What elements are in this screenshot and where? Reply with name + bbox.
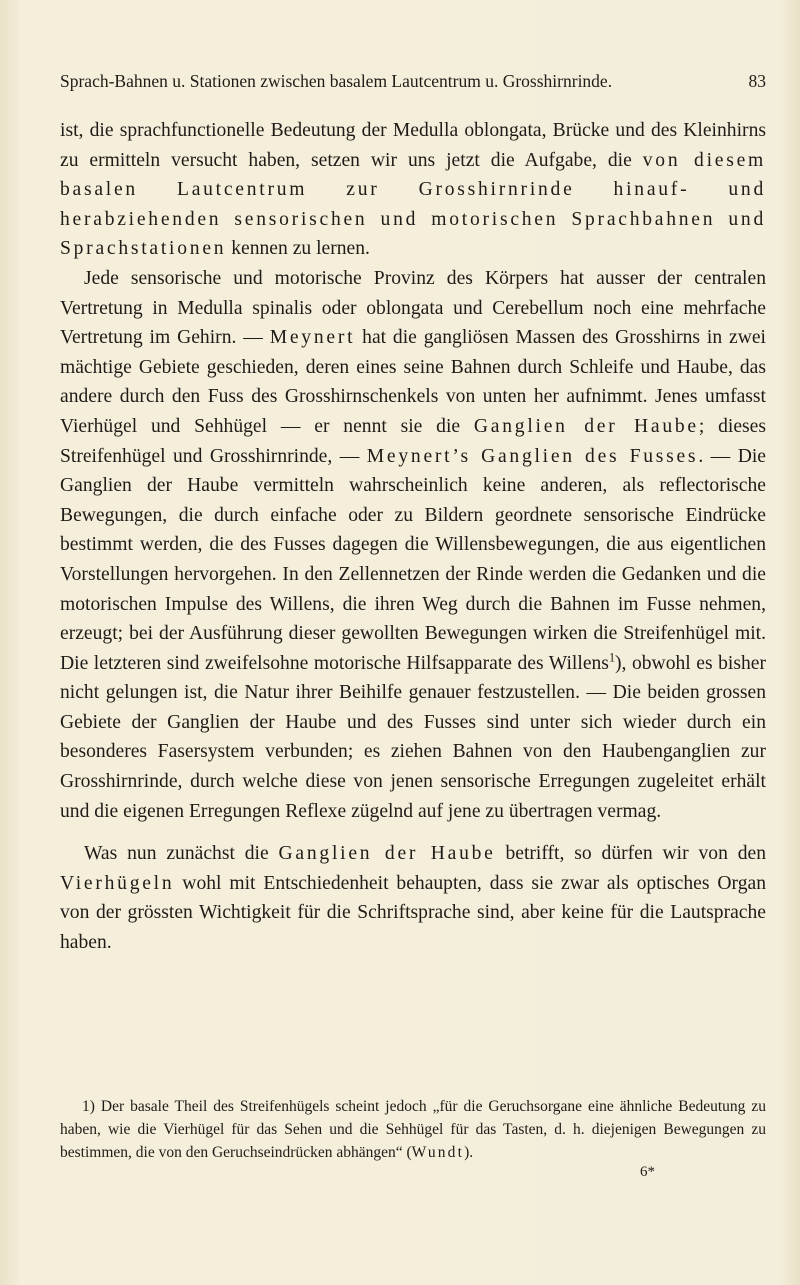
text-run: wohl mit Entschiedenheit behaupten, dass sie zwar als optisches Organ von der grössten Wichtigkeit für die Schriftsprache sind, aber keine für die Lautsprache haben.: [60, 872, 766, 954]
spaced-emphasis: Vierhügeln: [60, 872, 175, 894]
spaced-emphasis: Meynert’s Ganglien des Fusses: [366, 445, 699, 467]
sheet-signature: 6*: [640, 1164, 655, 1180]
paragraph: [60, 264, 766, 826]
running-header: [60, 68, 766, 94]
text-run: ist, die sprachfunctionelle Bedeutung der Medulla oblongata, Brücke und des Kleinhirns zu ermitteln versucht haben, setzen wir uns jetzt die Aufgabe, die: [60, 120, 766, 171]
body-text: [60, 116, 766, 958]
text-run: ), obwohl es bisher nicht gelungen ist, die Natur ihrer Beihilfe genauer festzustellen. — Die beiden grossen Gebiete der Ganglien der Haube und des Fusses sind unter sich wieder durch ein besonderes Fasersystem verbunden; es ziehen Bahnen von den Haubenganglien zur Grosshirnrinde, durch welche diese von jenen sensorische Erregungen zugeleitet erhält und die eigenen Erregungen Reflexe zügelnd auf jene zu übertragen vermag.: [60, 652, 766, 822]
text-run: kennen zu lernen.: [226, 238, 370, 260]
text-run: hat die gangliösen Massen des Grosshirns in zwei mächtige Gebiete geschieden, deren eines seine Bahnen durch Schleife und Haube, das andere durch den Fuss des Grosshirnschenkels von unten her aufnimmt. Jenes umfasst Vierhügel und Sehhügel — er nennt sie die: [60, 327, 766, 437]
text-run: Was nun zunächst die: [84, 843, 279, 865]
paragraph: [60, 116, 766, 264]
text-run: ).: [464, 1144, 474, 1161]
footnote-marker: 1: [608, 650, 616, 665]
spaced-emphasis: von diesem basalen Lautcentrum zur Grosshirnrinde hinauf- und herabziehenden sensorischen und motorischen Sprachbahnen und Sprachstationen: [60, 149, 766, 260]
footnote: [60, 1095, 766, 1164]
paragraph: [60, 839, 766, 957]
text-run: 1) Der basale Theil des Streifenhügels scheint jedoch „für die Geruchsorgane eine ähnliche Bedeutung zu haben, wie die Vierhügel für das Sehen und die Sehhügel für das Tasten, d. h. diejenigen Bewegungen zu bestimmen, die von den Geruchseindrücken abhängen“ (: [60, 1098, 766, 1161]
spaced-emphasis: Ganglien der Haube: [278, 843, 496, 865]
running-title: Sprach-Bahnen u. Stationen zwischen basalem Lautcentrum u. Grosshirnrinde.: [60, 71, 613, 91]
page-number: 83: [748, 71, 766, 91]
text-run: . — Die Ganglien der Haube vermitteln wahrscheinlich keine anderen, als reflectorische Bewegungen, die durch einfache oder zu Bildern geordnete sensorische Eindrücke bestimmt werden, die des Fusses dagegen die Willensbewegungen, die aus eigentlichen Vorstellungen hervorgehen. In den Zellennetzen der Rinde werden die Gedanken und die motorischen Impulse des Willens, die ihren Weg durch die Bahnen im Fusse nehmen, erzeugt; bei der Ausführung dieser gewollten Bewegungen wirken die Streifenhügel mit. Die letzteren sind zweifelsohne motorische Hilfsapparate des Willens: [60, 445, 766, 674]
text-run: betrifft, so dürfen wir von den: [495, 843, 767, 865]
spaced-emphasis: Meynert: [269, 327, 356, 349]
text-run: ; dieses Streifenhügel und Grosshirnrinde, —: [60, 415, 766, 467]
footnote-text: [60, 1095, 766, 1164]
spaced-emphasis: Wundt: [411, 1144, 465, 1161]
text-run: Jede sensorische und motorische Provinz des Körpers hat ausser der centralen Vertretung in Medulla spinalis oder oblongata und Cerebellum noch eine mehrfache Vertretung im Gehirn. —: [60, 267, 766, 349]
spaced-emphasis: Ganglien der Haube: [473, 415, 699, 437]
